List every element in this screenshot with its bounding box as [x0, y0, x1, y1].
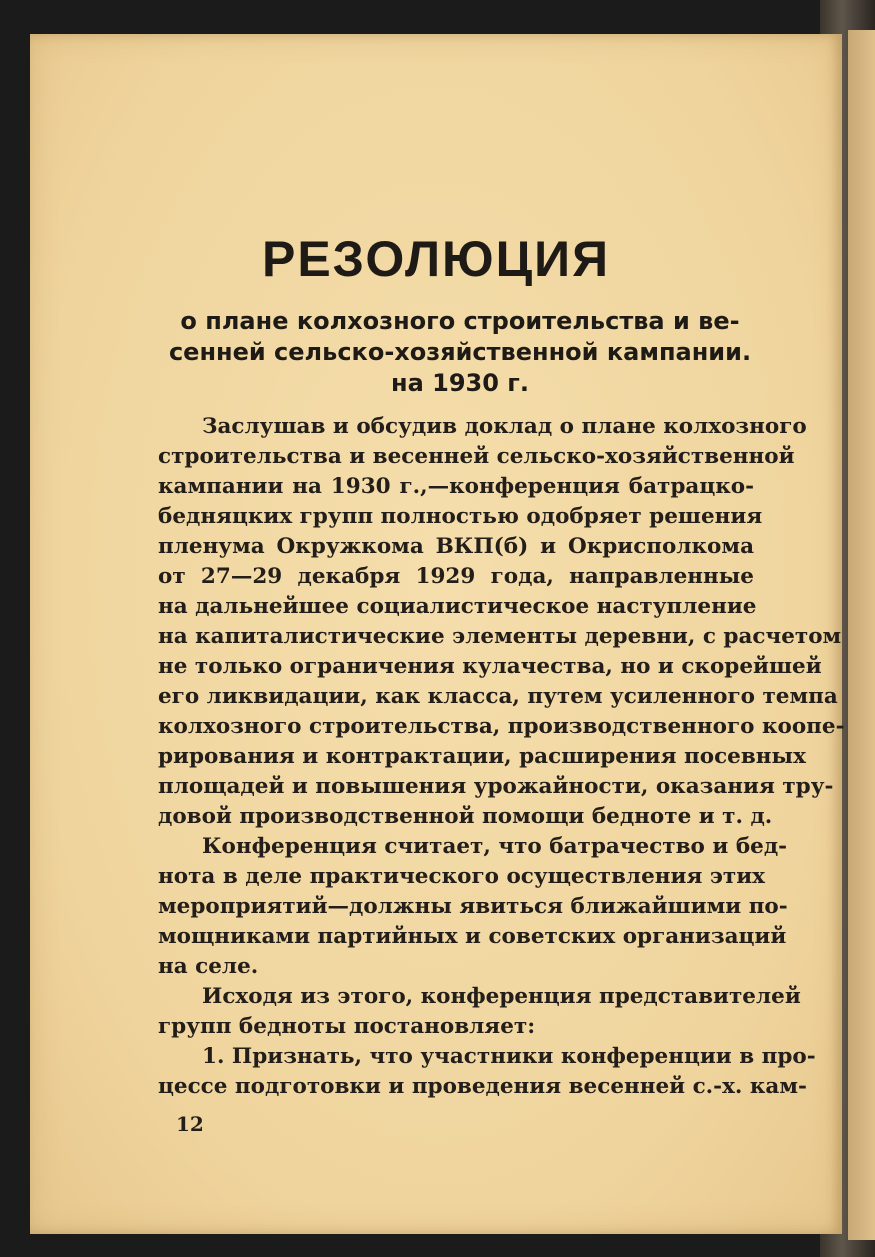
text-line: бедняцких групп полностью одобряет решения — [158, 504, 763, 529]
text-line: нота в деле практического осуществления этих — [158, 864, 765, 889]
text-line: групп бедноты постановляет: — [158, 1014, 536, 1039]
text-line: Конференция считает, что батрачество и бед- — [202, 834, 788, 859]
text-line: мероприятий—должны явиться ближайшими по- — [158, 894, 788, 919]
page-number: 12 — [176, 1112, 204, 1136]
text-line: Заслушав и обсудив доклад о плане колхозного — [202, 414, 807, 439]
subtitle-line: на 1930 г. — [391, 369, 529, 397]
page-title: РЕЗОЛЮЦИЯ — [261, 231, 611, 287]
text-line: цессе подготовки и проведения весенней с.-х. кам- — [158, 1074, 807, 1099]
text-line: колхозного строительства, производственного коопе- — [158, 714, 845, 739]
page-subtitle — [140, 306, 780, 399]
text-line: на капиталистические элементы деревни, с расчетом — [158, 624, 842, 649]
adjacent-page-edge — [848, 30, 875, 1240]
text-line: не только ограничения кулачества, но и скорейшей — [158, 654, 822, 679]
text-line: Исходя из этого, конференция представителей — [202, 984, 801, 1009]
subtitle-line: сенней сельско-хозяйственной кампании. — [168, 338, 752, 366]
text-line: пленума Окружкома ВКП(б) и Окрисполкома — [158, 534, 754, 559]
text-line: 1. Признать, что участники конференции в про- — [202, 1044, 816, 1069]
text-line: довой производственной помощи бедноте и т. д. — [158, 804, 773, 829]
text-line: кампании на 1930 г.,—конференция батрацко- — [158, 474, 754, 499]
text-line: его ликвидации, как класса, путем усиленного темпа — [158, 684, 838, 709]
text-line: на дальнейшее социалистическое наступление — [158, 594, 757, 619]
text-line: площадей и повышения урожайности, оказания тру- — [158, 774, 834, 799]
text-line: на селе. — [158, 954, 259, 979]
text-line: от 27—29 декабря 1929 года, направленные — [158, 564, 754, 589]
document-page — [30, 34, 845, 1234]
text-line: строительства и весенней сельско-хозяйственной — [158, 444, 795, 469]
subtitle-line: о плане колхозного строительства и ве- — [180, 307, 740, 335]
text-line: рирования и контрактации, расширения посевных — [158, 744, 806, 769]
text-line: мощниками партийных и советских организаций — [158, 924, 787, 949]
